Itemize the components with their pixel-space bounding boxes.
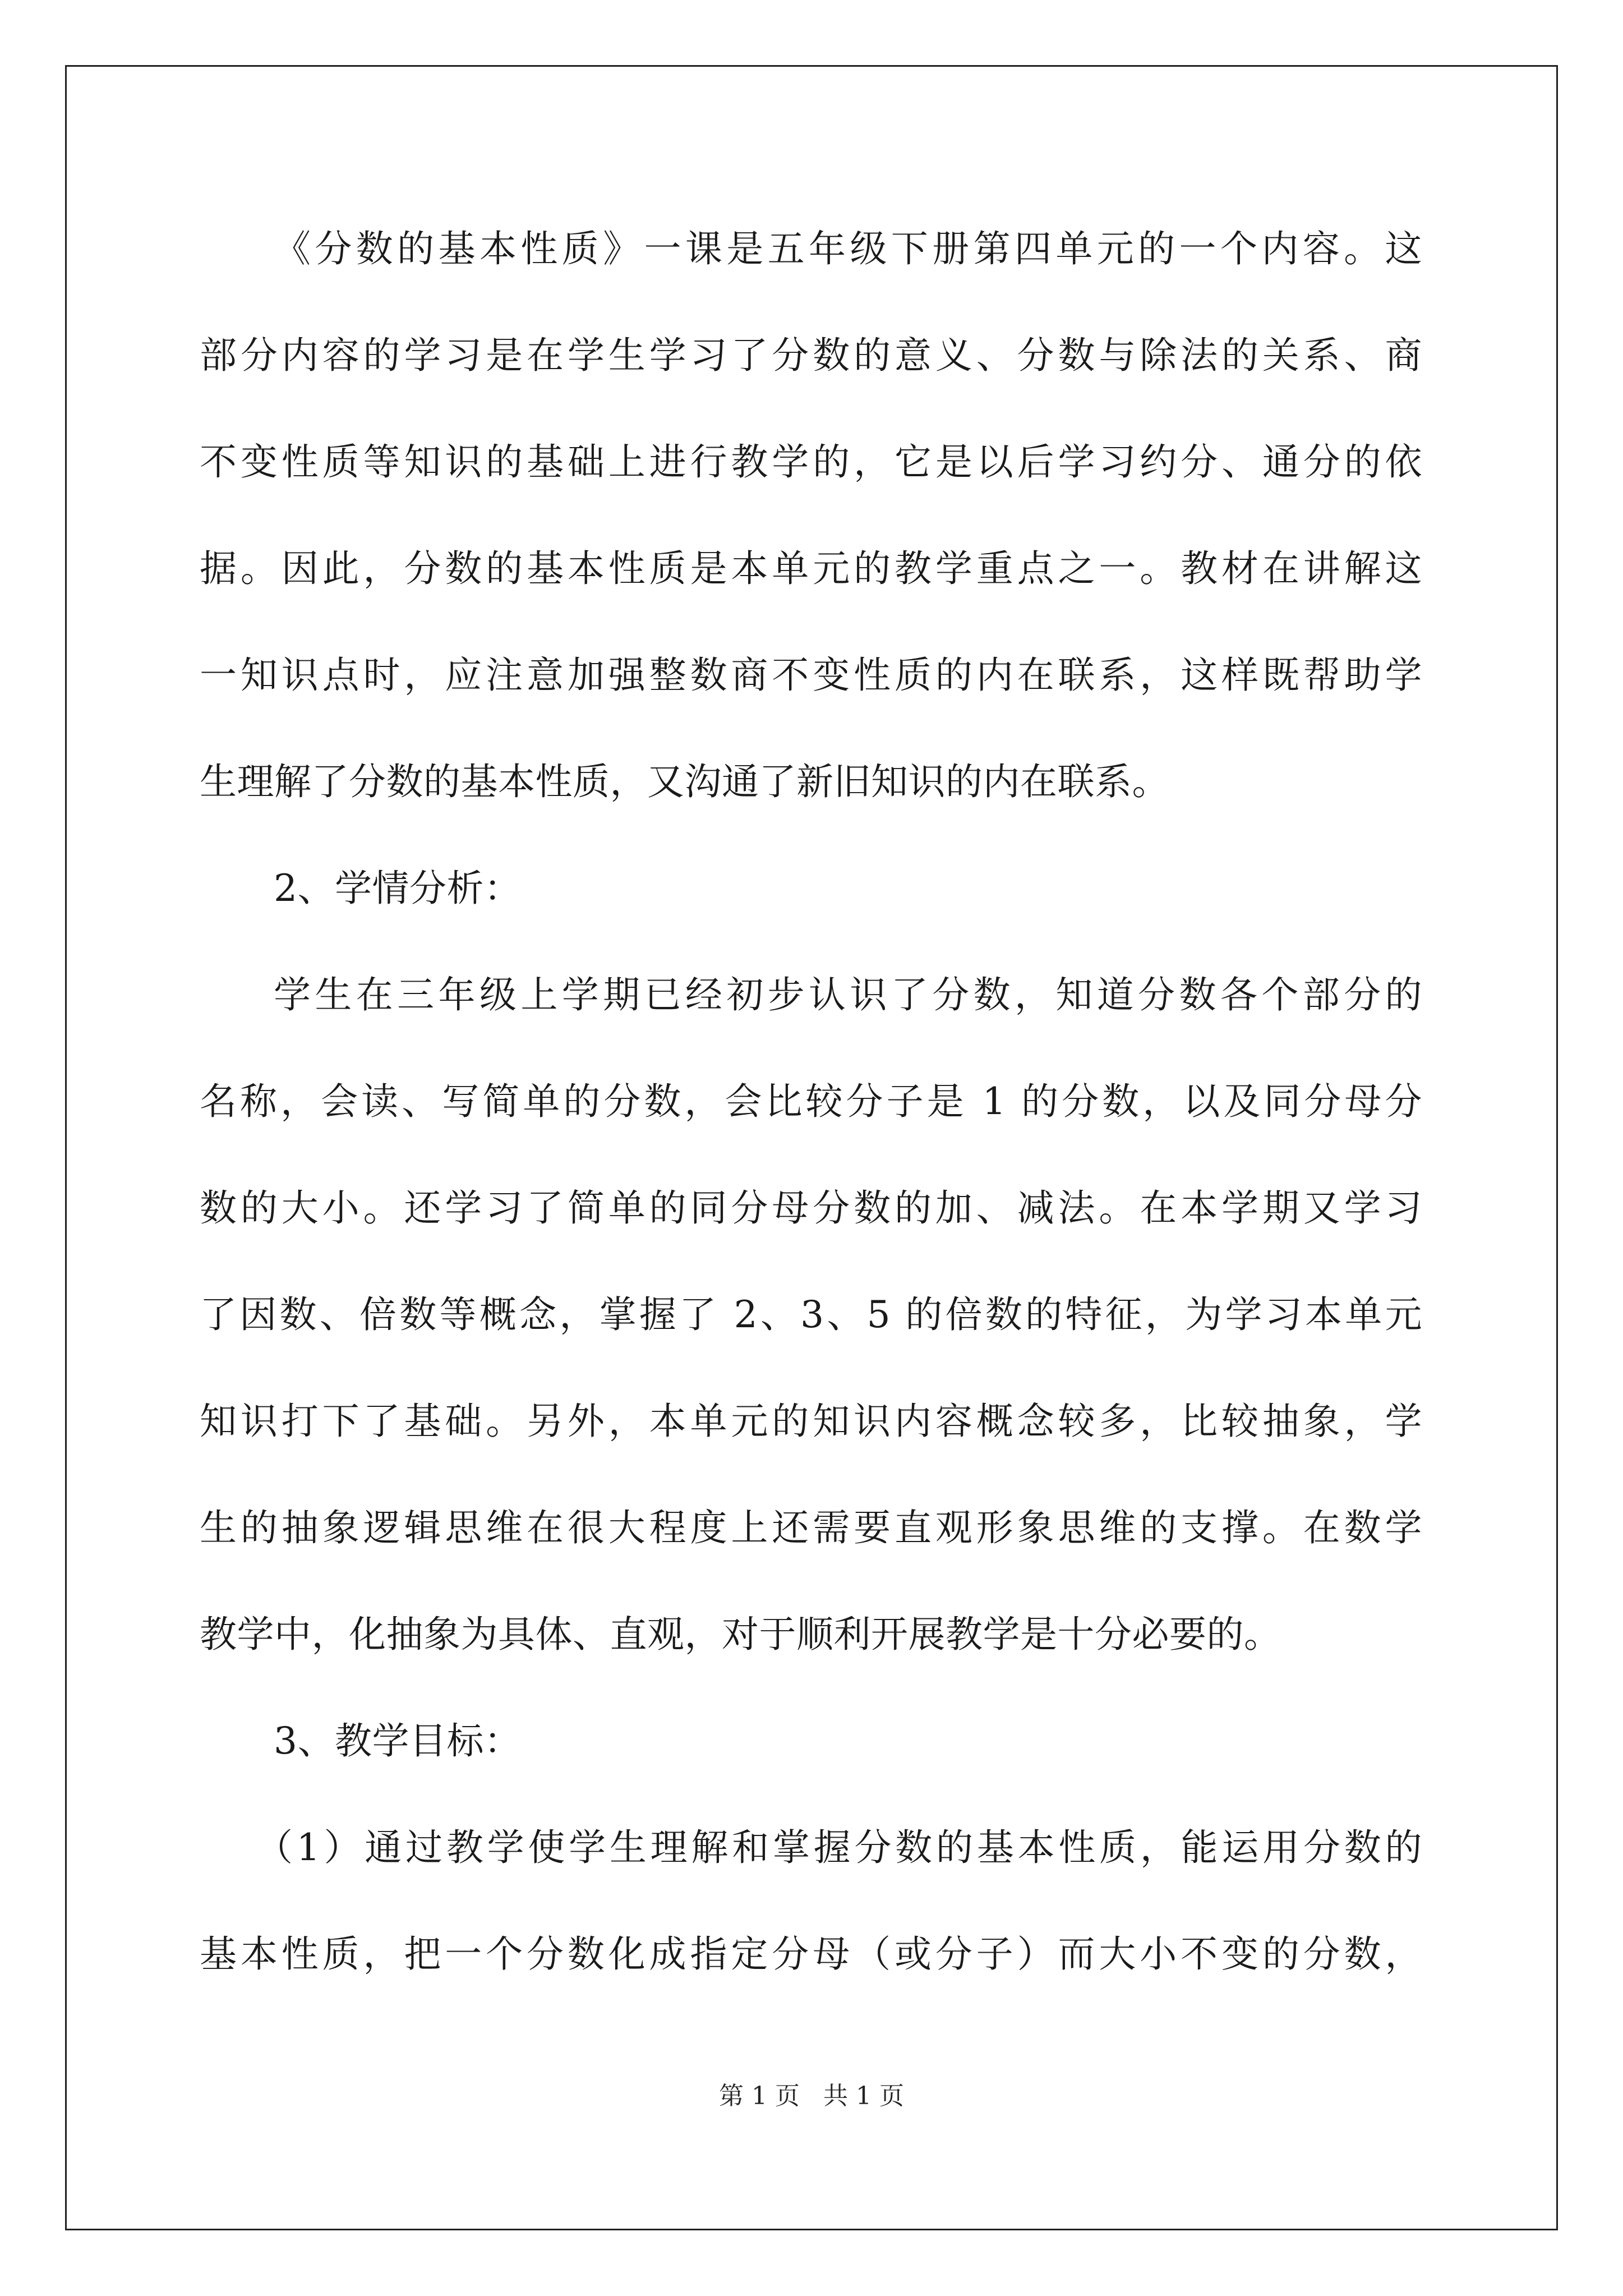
paragraph-line: 一知识点时，应注意加强整数商不变性质的内在联系，这样既帮助学 (200, 654, 1422, 697)
paragraph-line: 不变性质等知识的基础上进行教学的，它是以后学习约分、通分的依 (200, 440, 1422, 484)
paragraph-line: 了因数、倍数等概念，掌握了 2、3、5 的倍数的特征，为学习本单元 (200, 1293, 1422, 1336)
section-heading: 2、学情分析： (274, 867, 522, 910)
paragraph-line: 《分数的基本性质》一课是五年级下册第四单元的一个内容。这 (274, 227, 1422, 270)
paragraph-line: 部分内容的学习是在学生学习了分数的意义、分数与除法的关系、商 (200, 334, 1422, 377)
page-total: 共 1 页 (823, 2082, 904, 2110)
paragraph-line: 学生在三年级上学期已经初步认识了分数，知道分数各个部分的 (274, 973, 1422, 1016)
paragraph-line: 据。因此，分数的基本性质是本单元的教学重点之一。教材在讲解这 (200, 547, 1422, 590)
paragraph-line: 数的大小。还学习了简单的同分母分数的加、减法。在本学期又学习 (200, 1186, 1422, 1230)
paragraph-line: 基本性质，把一个分数化成指定分母（或分子）而大小不变的分数， (200, 1932, 1422, 1976)
page-frame (65, 65, 1558, 2230)
page-number: 第 1 页 (719, 2082, 800, 2110)
section-heading: 3、教学目标： (274, 1719, 522, 1763)
paragraph-line: 知识打下了基础。另外，本单元的知识内容概念较多，比较抽象，学 (200, 1400, 1422, 1443)
paragraph-line: 生理解了分数的基本性质，又沟通了新旧知识的内在联系。 (200, 760, 1169, 803)
paragraph-line: 名称，会读、写简单的分数，会比较分子是 1 的分数，以及同分母分 (200, 1080, 1422, 1123)
paragraph-line: （1）通过教学使学生理解和掌握分数的基本性质，能运用分数的 (256, 1826, 1422, 1869)
paragraph-line: 生的抽象逻辑思维在很大程度上还需要直观形象思维的支撑。在数学 (200, 1506, 1422, 1549)
page-footer (0, 2079, 1623, 2113)
paragraph-line: 教学中，化抽象为具体、直观，对于顺利开展教学是十分必要的。 (200, 1613, 1281, 1656)
